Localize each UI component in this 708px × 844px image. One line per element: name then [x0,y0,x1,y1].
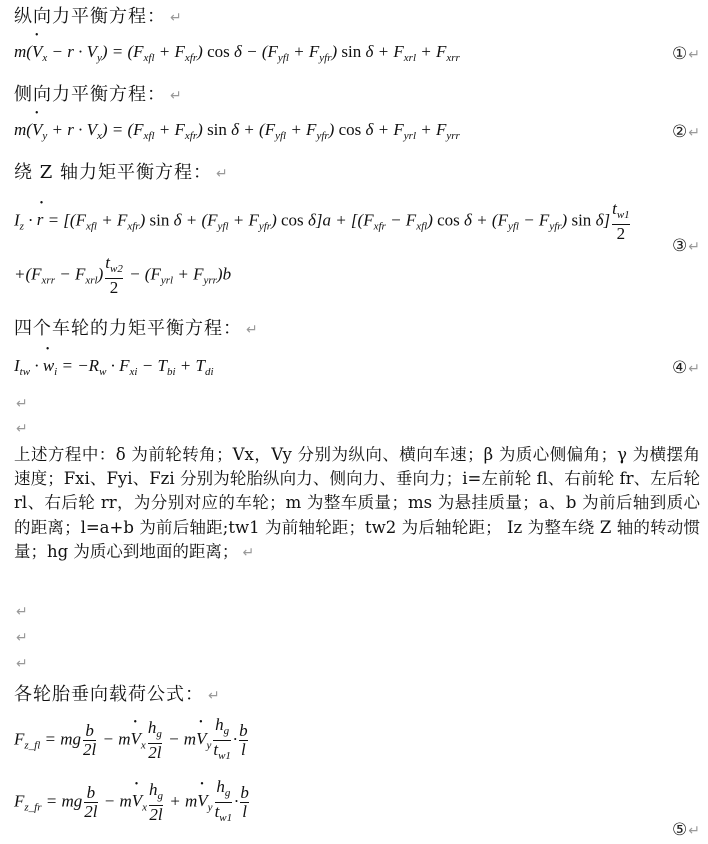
equation-yaw-part1: $I_z$ · • $r = [(F_{xfl} + F_{xfr})$ $\sin \delta + (F_{yfl} + F_{yfr})$ $\cos \delta]a + [(F_{xfr} - F_{xfl})$ $\cos \delta + (F_{yfl} - F_{yfr})$ sin δ] $\frac{t_{w1}}{2}$ [14,200,632,243]
heading-vertical-load [14,680,221,706]
equation-load-fr: $F_{z\_fr}$ = mg $\frac{b}{2l}$ − m• $V_x$ $\frac{h_g}{2l}$ + m• $V_y$ $\frac{h_g}{t_{w1}}$ · $\frac{b}{l}$ [14,778,251,827]
heading-lateral-force [14,80,183,106]
equation-lateral: m(• $V_y + r \cdot V_x) = (F_{xfl} + F_{xfr})$ $\sin \delta + (F_{yfl} + F_{yfr})$ $\cos \delta + F_{yrl} + F_{yrr}$ [14,120,460,142]
return-mark: ↵ [170,10,183,26]
heading-text: 侧向力平衡方程： [14,84,166,105]
paragraph-text: 上述方程中：δ 为前轮转角；Vx，Vy 分别为纵向、横向车速；β 为质心侧偏角；γ 为横摆角速度；Fxi、Fyi、Fzi 分别为轮胎纵向力、侧向力、垂向力；i=左前轮 fl、右前轮 fr、左后轮 rl、右后轮 rr，为分别对应的车轮；m 为整车质量；ms 为悬挂质量；a、b 为前后轴到质心的距离；l=a+b 为前后轴距;tw1 为前轴轮距；tw2 为后轴轮距； Iz 为整车绕 Z 轴的转动惯量；hg 为质心到地面的距离； [14,445,700,561]
heading-text: 纵向力平衡方程： [14,6,166,27]
heading-text: 各轮胎垂向载荷公式： [14,684,204,705]
equation-number-3: ③↵ [672,236,700,256]
equation-number-2: ②↵ [672,122,700,142]
return-mark: ↵ [242,544,255,561]
return-mark: ↵ [16,656,28,672]
heading-wheel-moment [14,314,259,340]
equation-wheel: $I_{tw}$ · • $w_i = -R_w \cdot F_{xi} - T_{bi} + T_{di}$ [14,356,214,378]
equation-load-fl: $F_{z\_fl}$ = mg $\frac{b}{2l}$ − m• $V_x$ $\frac{h_g}{2l}$ − m• $V_y$ $\frac{h_g}{t_{w1}}$ · $\frac{b}{l}$ [14,716,250,765]
heading-text: 四个车轮的力矩平衡方程： [14,318,242,339]
return-mark: ↵ [215,166,229,182]
return-mark: ↵ [16,630,28,646]
return-mark: ↵ [16,604,28,620]
return-mark: ↵ [170,88,183,104]
heading-yaw-moment [14,158,229,184]
equation-yaw-part2: $+(F_{xrr} - F_{xrl})$ $\frac{t_{w2}}{2}$ − $(F_{yrl} + F_{yrr})b$ [14,253,232,297]
return-mark: ↵ [16,396,28,412]
heading-longitudinal-force [14,2,183,28]
return-mark: ↵ [208,688,221,704]
equation-number-1: ①↵ [672,44,700,64]
equation-longitudinal: m(• $V_x - r \cdot V_y) = (F_{xfl} + F_{xfr})$ $\cos \delta - (F_{yfl} + F_{yfr})$ $\sin \delta + F_{xrl} + F_{xrr}$ [14,42,460,64]
heading-text: 绕 Z 轴力矩平衡方程： [14,162,212,183]
variable-description-paragraph [14,443,700,565]
return-mark: ↵ [16,421,28,437]
return-mark: ↵ [246,322,259,338]
equation-number-5: ⑤↵ [672,820,700,840]
equation-number-4: ④↵ [672,358,700,378]
